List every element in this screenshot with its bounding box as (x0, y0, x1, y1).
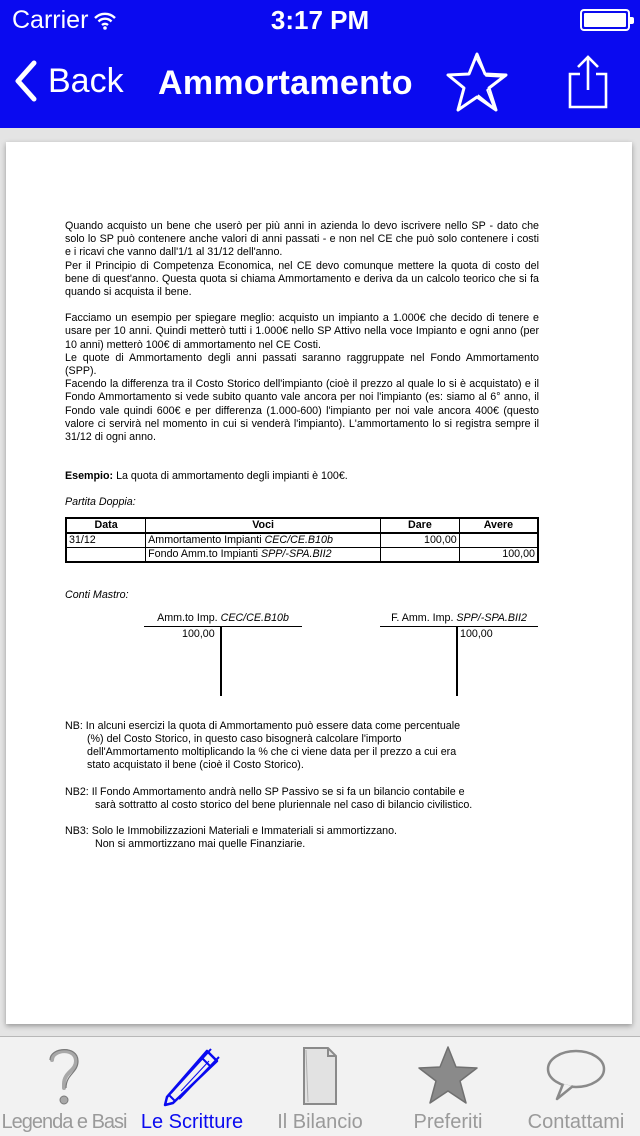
tab-label: Legenda e Basi (1, 1111, 127, 1133)
speech-bubble-icon (543, 1045, 609, 1107)
column-header: Voci (146, 518, 381, 533)
battery-icon (580, 9, 630, 31)
tab-label: Preferiti (413, 1111, 483, 1133)
notes (65, 720, 539, 852)
conti-mastro-label: Conti Mastro: (65, 588, 129, 601)
document-body (65, 220, 539, 851)
tab-label: Le Scritture (140, 1111, 244, 1133)
content-area[interactable] (0, 128, 640, 1036)
example-text: La quota di ammortamento degli impianti è 100€. (113, 470, 348, 483)
paragraph: Le quote di Ammortamento degli anni passati saranno raggruppate nel Fondo Ammortamento (SPP). (65, 351, 539, 378)
paragraph: Quando acquisto un bene che userò per più anni in azienda lo devo iscrivere nello SP - dato che solo lo SP può contenere anche valori di anni passati - e non nel CE che può solo contenere i costi e i ricavi che vanno dall'1/1 al 31/12 dell'anno. (65, 220, 539, 259)
clock: 3:17 PM (270, 5, 370, 35)
star-icon (415, 1043, 481, 1109)
star-outline-icon (442, 48, 512, 118)
example-label: Esempio: (65, 470, 114, 483)
column-header: Dare (381, 518, 460, 533)
tab-label: Il Bilancio (277, 1111, 363, 1133)
cell-dare: 100,00 (381, 533, 460, 548)
tab-il-bilancio[interactable] (256, 1037, 384, 1136)
paragraph: Per il Principio di Competenza Economica, nel CE devo comunque mettere la quota di costo del bene di quest'anno. Questa quota si chiama Ammortamento e deriva da un calcolo teorico che si fa quando si acquista il bene. (65, 259, 539, 299)
cell-data: 31/12 (66, 533, 146, 548)
t-account-value: 100,00 (460, 627, 493, 640)
back-label: Back (48, 61, 124, 100)
tab-bar (0, 1036, 640, 1136)
note: NB: In alcuni esercizi la quota di Ammortamento può essere data come percentuale (%) del Costo Storico, in questo caso bisognerà calcolare l'importo dell'Ammortamento moltiplicando la % che ci viene data per il prezzo a cui era stato acquistato il bene (cioè il Costo Storico). (65, 719, 461, 772)
share-button[interactable] (566, 54, 610, 115)
cell-dare (381, 547, 460, 562)
cell-voce: Fondo Amm.to Impianti SPP/-SPA.BII2 (146, 547, 381, 562)
tab-le-scritture[interactable] (128, 1037, 256, 1136)
t-account (380, 611, 538, 640)
favorite-button[interactable] (442, 48, 512, 123)
pencil-icon (159, 1043, 225, 1109)
chevron-left-icon (14, 60, 38, 102)
t-accounts (65, 612, 539, 720)
note: NB3: Solo le Immobilizzazioni Materiali e Immateriali si ammortizzano. Non si ammortizzano mai quelle Finanziarie. (65, 825, 398, 851)
t-account-title: F. Amm. Imp. SPP/-SPA.BII2 (380, 612, 538, 627)
cell-voce: Ammortamento Impianti CEC/CE.B10b (146, 533, 381, 548)
document-icon (300, 1044, 340, 1108)
column-header: Avere (459, 518, 538, 533)
t-account-value: 100,00 (182, 627, 215, 640)
table-row (66, 547, 538, 562)
navigation-bar (0, 40, 640, 128)
table-row (66, 533, 538, 548)
column-header: Data (66, 518, 146, 533)
status-bar (0, 0, 640, 40)
share-icon (566, 54, 610, 110)
tab-legenda-e-basi[interactable] (0, 1037, 128, 1136)
table-header-row (66, 518, 538, 533)
carrier-label: Carrier (12, 6, 89, 34)
back-button[interactable] (14, 60, 124, 102)
tab-label: Contattami (527, 1111, 625, 1133)
partita-doppia-table (65, 517, 539, 563)
tab-preferiti[interactable] (384, 1037, 512, 1136)
example-line (65, 470, 539, 483)
cell-avere (459, 533, 538, 548)
question-icon (44, 1044, 84, 1108)
t-account-title: Amm.to Imp. CEC/CE.B10b (144, 612, 302, 627)
partita-doppia-label: Partita Doppia: (65, 496, 136, 509)
cell-data (66, 547, 146, 562)
page-title: Ammortamento (158, 64, 413, 102)
paragraph: Facciamo un esempio per spiegare meglio: acquisto un impianto a 1.000€ che decido di tenere e usare per 10 anni. Quindi metterò tutti i 1.000€ nello SP Attivo nella voce Impianto e ogni anno (per 10 anni) metterò 100€ di ammortamento nel CE Costi. (65, 312, 539, 351)
document-page (6, 142, 632, 1024)
paragraph: Facendo la differenza tra il Costo Storico dell'impianto (cioè il prezzo al quale lo si è acquistato) e il Fondo Ammortamento si vede subito quanto vale ancora per noi l'impianto (es: siamo al 6° anno, il Fondo vale quindi 600€ e per differenza (1.000-600) l'impianto per noi vale ancora 400€ (questo valore ci servirà nel momento in cui si venderà l'impianto). L'ammortamento lo si registra sempre il 31/12 di ogni anno. (65, 378, 539, 444)
cell-avere: 100,00 (459, 547, 538, 562)
header (0, 0, 640, 128)
t-account (144, 611, 302, 640)
tab-contattami[interactable] (512, 1037, 640, 1136)
note: NB2: Il Fondo Ammortamento andrà nello SP Passivo se si fa un bilancio contabile e sarà sottratto al costo storico del bene pluriennale nel caso di bilancio civilistico. (65, 785, 473, 811)
